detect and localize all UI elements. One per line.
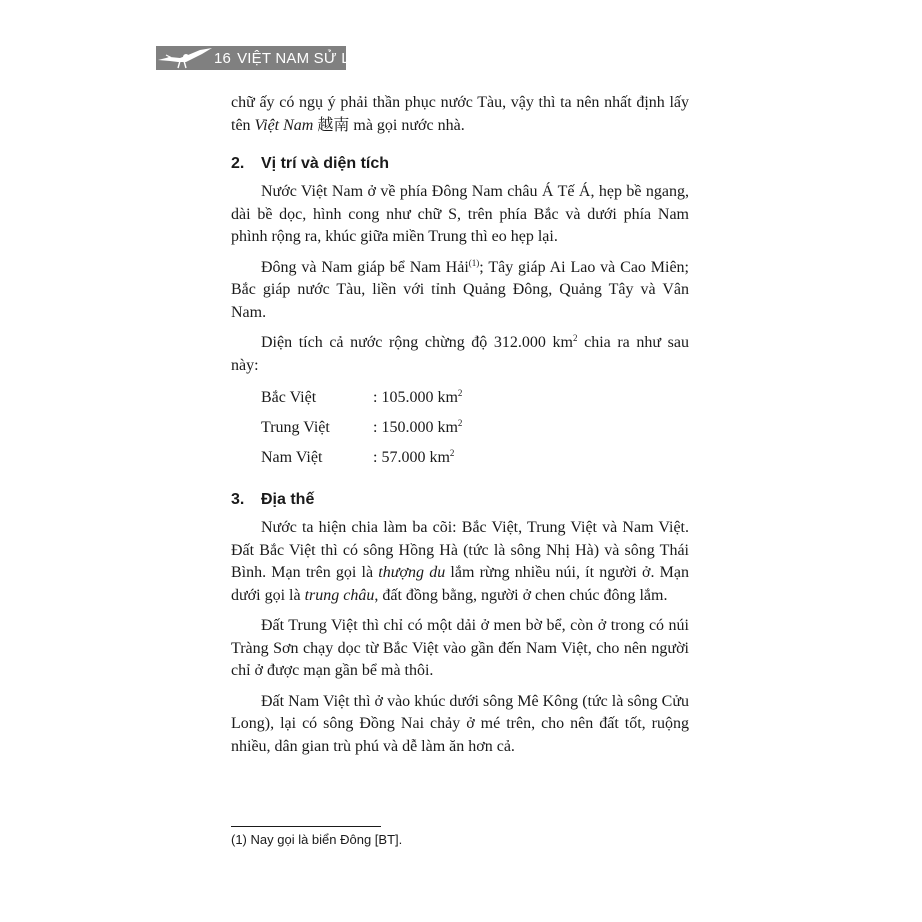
crane-bird-icon — [156, 46, 214, 70]
paragraph — [231, 257, 689, 325]
chinese-characters: 越南 — [313, 116, 350, 134]
intro-text: chữ ấy có ngụ ý phải thần phục nước Tàu, vậy thì ta nên nhất định lấy tên — [231, 94, 689, 134]
paragraph: Đất Nam Việt thì ở vào khúc dưới sông Mê Kông (tức là sông Cửu Long), lại có sông Đồng Nai chảy ở mé trên, cho nên đất tốt, ruộng nhiều, dân gian trù phú và dễ làm ăn hơn cả. — [231, 692, 689, 755]
paragraph: Nước Việt Nam ở về phía Đông Nam châu Á Tế Á, hẹp bề ngang, dài bề dọc, hình cong như chữ S, trên phía Bắc và dưới phía Nam phình rộng ra, khúc giữa miền Trung thì eo hẹp lại. — [231, 183, 689, 245]
footnote-marker: (1) — [468, 257, 480, 268]
italic-term: trung châu — [304, 586, 375, 604]
italic-term: thượng du — [378, 564, 446, 581]
superscript: 2 — [449, 447, 455, 458]
page-body — [231, 92, 689, 758]
intro-text-end: mà gọi nước nhà. — [349, 116, 465, 134]
section-heading-terrain — [231, 489, 689, 511]
paragraph-text: ; Tây giáp Ai Lao và Cao Miên; Bắc giáp nước Tàu, liền với tỉnh Quảng Đông, Quảng Tây và Vân Nam. — [231, 258, 690, 321]
section-heading-location — [231, 153, 689, 175]
paragraph-text: lắm rừng nhiều núi, ít người ở. Mạn dưới gọi là — [231, 564, 689, 604]
section-number: 2. — [231, 155, 245, 172]
region-name: Bắc Việt — [261, 388, 317, 406]
paragraph-text: Đông và Nam giáp bể Nam Hải — [261, 258, 469, 276]
footnote-divider — [231, 826, 381, 827]
superscript: 2 — [457, 417, 463, 428]
paragraph — [231, 332, 689, 377]
italic-country-name: Việt Nam — [254, 116, 314, 134]
region-area — [373, 417, 462, 440]
area-row — [231, 413, 689, 443]
area-value: : 150.000 km — [373, 418, 458, 436]
area-value: : 57.000 km — [373, 448, 450, 466]
area-row — [231, 443, 689, 473]
area-value: : 105.000 km — [373, 388, 458, 406]
paragraph — [231, 517, 689, 607]
region-name: Nam Việt — [261, 448, 323, 466]
region-area — [373, 387, 462, 410]
section-title: Vị trí và diện tích — [261, 155, 390, 172]
header-text — [214, 50, 387, 67]
footnote: (1) Nay gọi là biển Đông [BT]. — [231, 832, 403, 847]
book-title: VIỆT NAM SỬ LƯỢC — [237, 49, 387, 67]
paragraph-text: chia ra như sau này: — [231, 334, 690, 374]
area-row — [231, 383, 689, 413]
page-number: 16 — [214, 49, 232, 67]
running-header — [156, 46, 387, 70]
paragraph-text: , đất đồng bằng, người ở chen chúc đông lắm. — [374, 586, 668, 604]
paragraph: Đất Trung Việt thì chỉ có một dải ở men bờ bể, còn ở trong có núi Tràng Sơn chạy dọc từ Bắc Việt vào gần đến Nam Việt, cho nên người chỉ ở được mạn gần bể mà thôi. — [231, 617, 689, 679]
region-area — [373, 447, 454, 470]
section-title: Địa thế — [261, 491, 315, 508]
area-list — [231, 383, 689, 473]
paragraph-text: Diện tích cả nước rộng chừng độ 312.000 km — [261, 334, 573, 351]
paragraph-text: Nước ta hiện chia làm ba cõi: Bắc Việt, Trung Việt và Nam Việt. Đất Bắc Việt thì có sông Hồng Hà (tức là sông Nhị Hà) và sông Thái Bình. Mạn trên gọi là — [231, 519, 689, 581]
section-number: 3. — [231, 491, 245, 508]
superscript: 2 — [457, 387, 463, 398]
superscript: 2 — [572, 333, 578, 343]
intro-paragraph — [231, 92, 689, 137]
region-name: Trung Việt — [261, 418, 330, 436]
